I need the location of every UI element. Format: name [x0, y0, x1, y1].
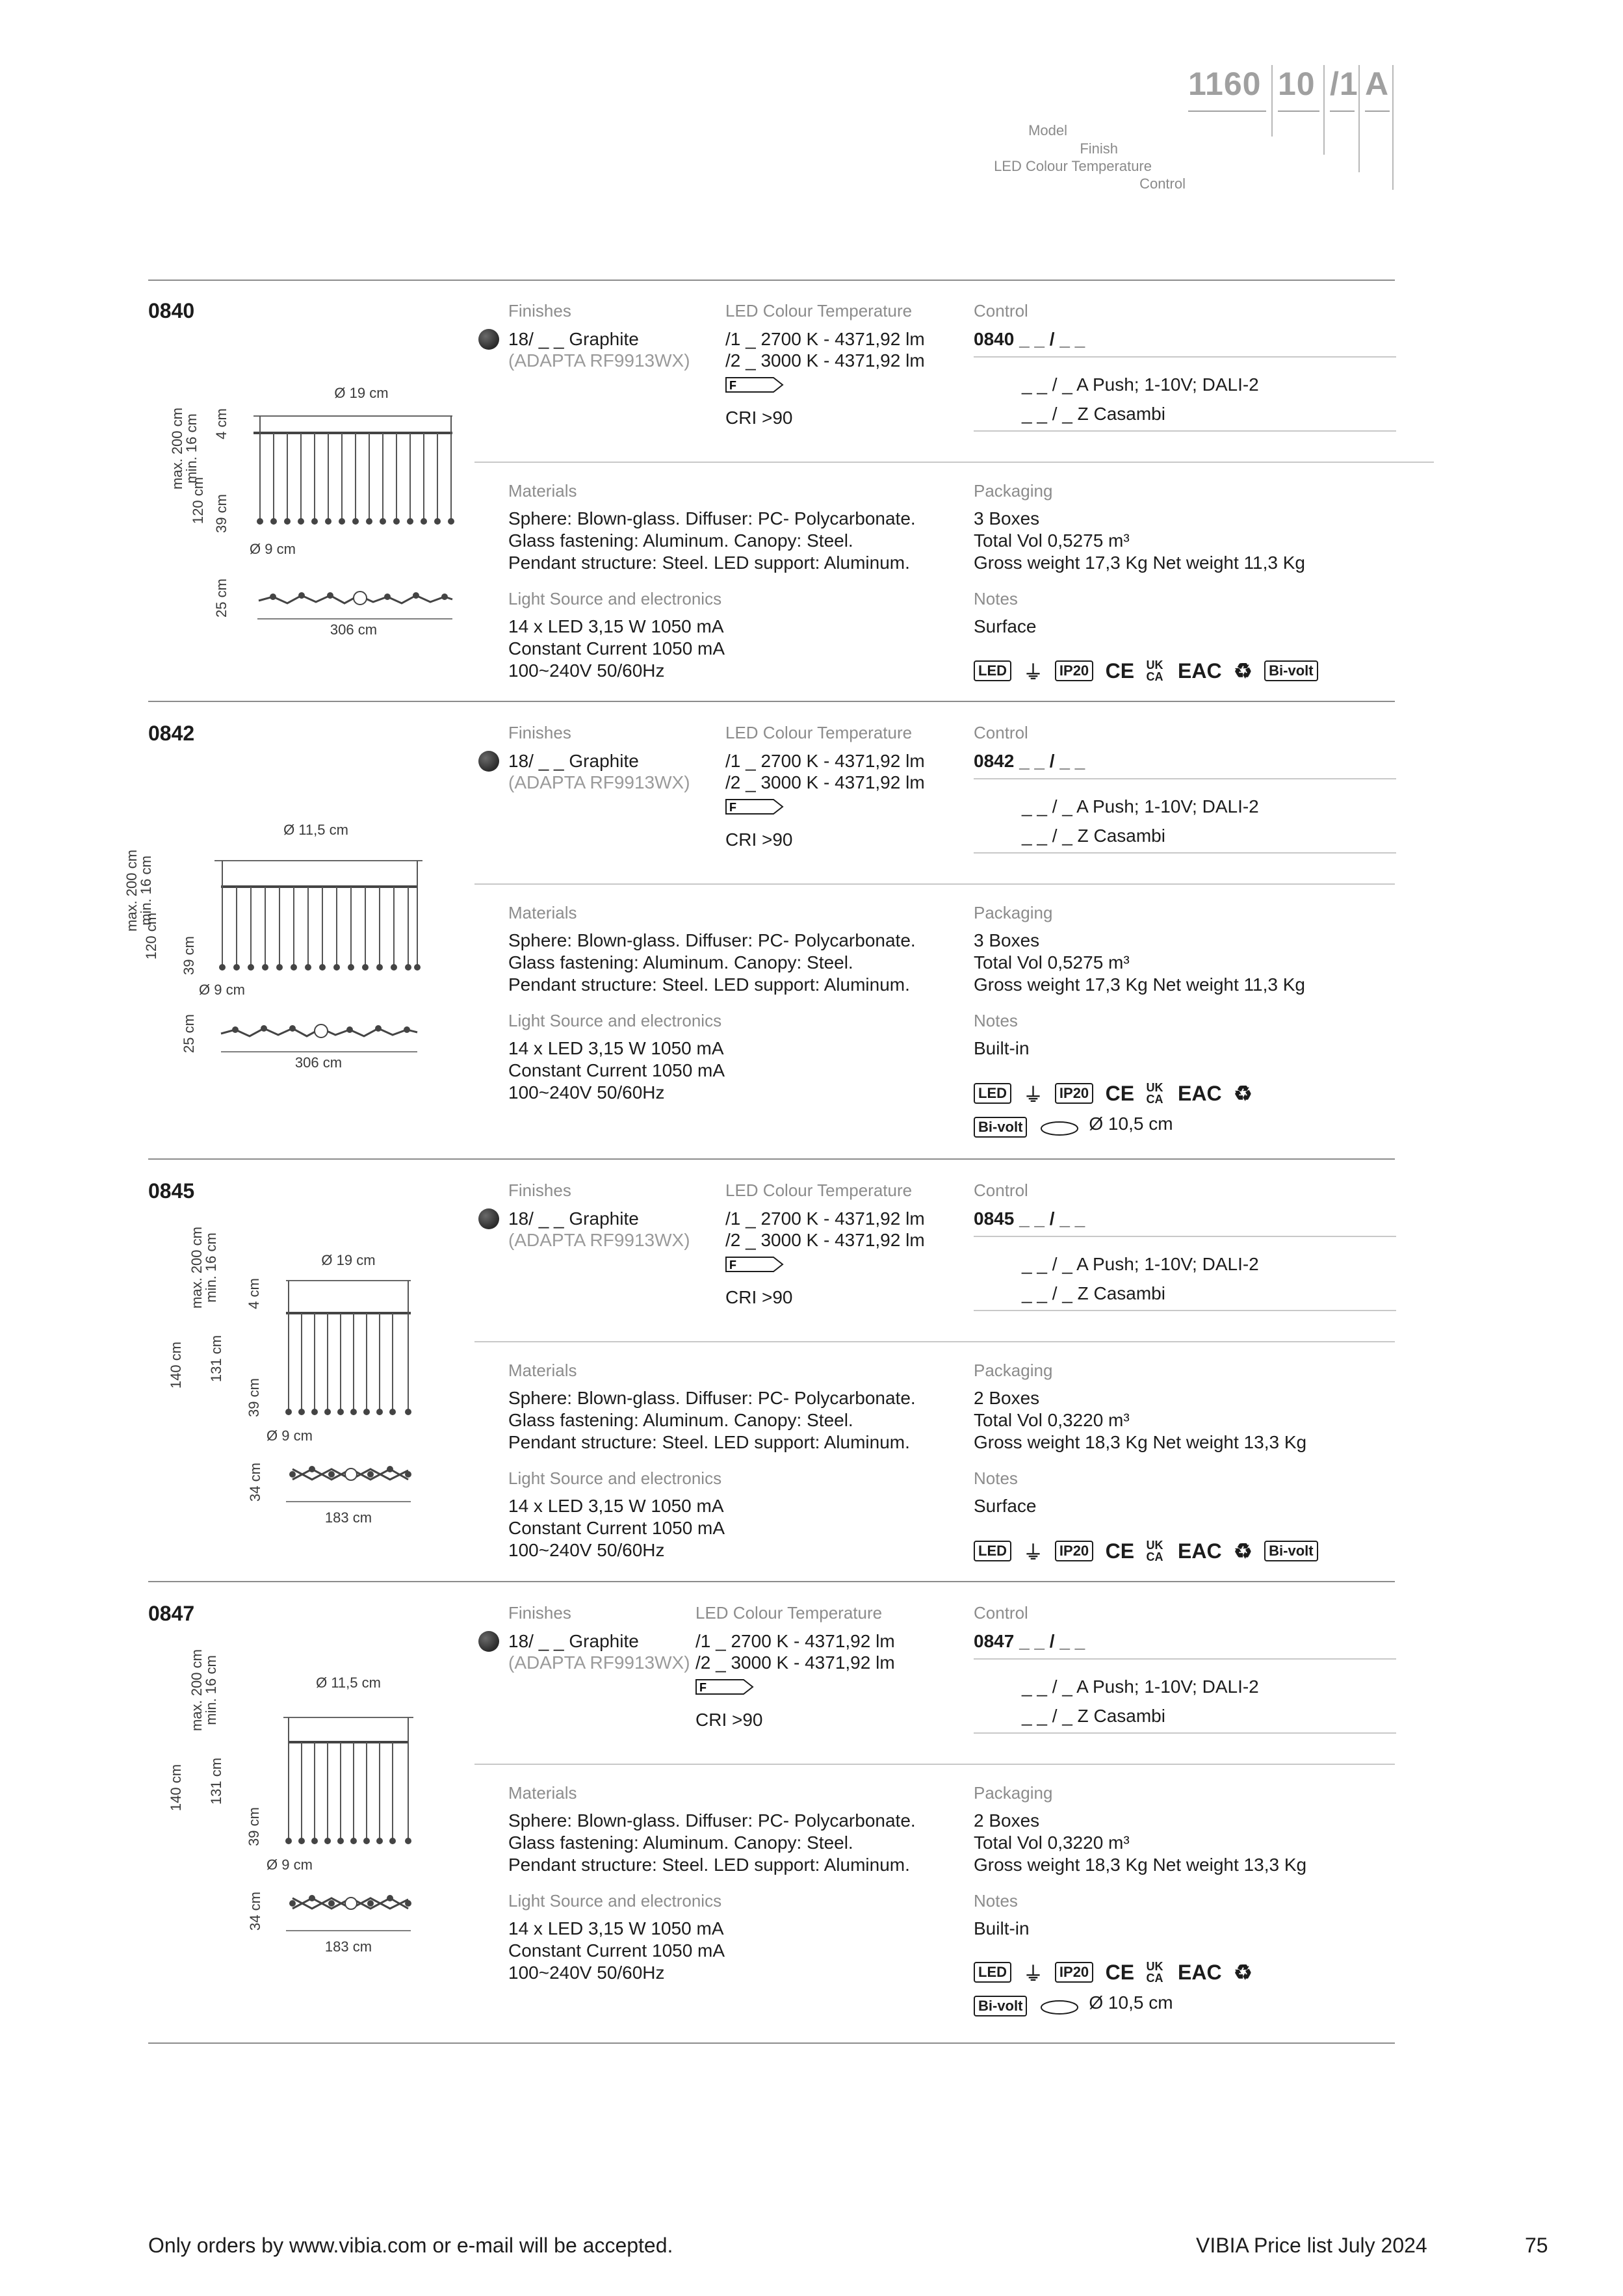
- temp-option-2: /2 _ 3000 K - 4371,92 lm: [725, 772, 925, 792]
- packaging-line: Total Vol 0,5275 m³: [974, 530, 1130, 551]
- cutout-row: [974, 1113, 1173, 1138]
- product-drawing: [156, 1645, 455, 1957]
- svg-text:39 cm: 39 cm: [181, 936, 197, 975]
- section-divider: [148, 280, 1395, 281]
- svg-text:183 cm: 183 cm: [324, 1509, 372, 1526]
- control-option-a: _ _ / _ A Push; 1-10V; DALI-2: [1022, 374, 1259, 395]
- ip20-badge: IP20: [1055, 1083, 1093, 1104]
- svg-text:min. 16 cm: min. 16 cm: [203, 1655, 219, 1725]
- bivolt-badge: Bi-volt: [974, 1996, 1027, 2016]
- energy-class-icon: [725, 1257, 784, 1272]
- temp-option-2: /2 _ 3000 K - 4371,92 lm: [695, 1652, 895, 1673]
- ukca-mark-icon: UK CA: [1146, 659, 1163, 683]
- svg-text:25 cm: 25 cm: [181, 1014, 197, 1053]
- led-badge: LED: [974, 1541, 1011, 1561]
- packaging-line: Total Vol 0,5275 m³: [974, 952, 1130, 972]
- ip20-badge: IP20: [1055, 1962, 1093, 1983]
- earth-ground-icon: ⏚: [1023, 1085, 1043, 1106]
- model-number: 0847: [148, 1602, 195, 1625]
- product-drawing: [156, 1222, 455, 1534]
- light-label: Light Source and electronics: [508, 1891, 722, 1911]
- section-divider: [148, 1158, 1395, 1160]
- led-badge: LED: [974, 1083, 1011, 1104]
- notes-label: Notes: [974, 589, 1018, 608]
- light-line: 14 x LED 3,15 W 1050 mA: [508, 1038, 724, 1058]
- material-line: Pendant structure: Steel. LED support: Aluminum.: [508, 553, 910, 573]
- material-line: Pendant structure: Steel. LED support: Aluminum.: [508, 1855, 910, 1875]
- bivolt-badge: Bi-volt: [1264, 660, 1318, 681]
- svg-text:Ø 9 cm: Ø 9 cm: [199, 982, 245, 998]
- label-finish: Finish: [1080, 140, 1118, 157]
- svg-text:max. 200 cm: max. 200 cm: [188, 1227, 205, 1309]
- page-number: 75: [1525, 2234, 1548, 2257]
- led-badge: LED: [974, 660, 1011, 681]
- ukca-mark-icon: UK CA: [1146, 1539, 1163, 1563]
- cri: CRI >90: [725, 829, 793, 850]
- packaging-line: 3 Boxes: [974, 930, 1040, 950]
- graphite-swatch: [478, 329, 499, 350]
- footer-brand: VIBIA Price list July 2024: [1196, 2234, 1427, 2257]
- material-line: Glass fastening: Aluminum. Canopy: Steel.: [508, 1410, 853, 1430]
- recycle-icon: ♻: [1234, 1082, 1253, 1105]
- dim-depth: 25 cm: [213, 579, 229, 618]
- temp-option-1: /1 _ 2700 K - 4371,92 lm: [725, 751, 925, 771]
- cutout-size: Ø 10,5 cm: [1089, 1114, 1173, 1134]
- model-number: 0842: [148, 722, 195, 745]
- cri: CRI >90: [695, 1710, 763, 1730]
- packaging-line: Gross weight 18,3 Kg Net weight 13,3 Kg: [974, 1432, 1307, 1452]
- control-option-a: _ _ / _ A Push; 1-10V; DALI-2: [1022, 796, 1259, 816]
- led-label: LED Colour Temperature: [725, 723, 913, 742]
- control-label: Control: [974, 1181, 1028, 1200]
- ce-mark-icon: CE: [1105, 1539, 1135, 1563]
- graphite-swatch: [478, 1208, 499, 1229]
- temp-option-2: /2 _ 3000 K - 4371,92 lm: [725, 350, 925, 371]
- ce-mark-icon: CE: [1105, 1081, 1135, 1105]
- packaging-line: 2 Boxes: [974, 1388, 1040, 1408]
- control-option-a: _ _ / _ A Push; 1-10V; DALI-2: [1022, 1254, 1259, 1274]
- label-control: Control: [1139, 176, 1186, 192]
- material-line: Glass fastening: Aluminum. Canopy: Steel.: [508, 952, 853, 972]
- svg-text:140 cm: 140 cm: [168, 1341, 184, 1389]
- section-divider: [148, 701, 1395, 702]
- code-model: 1160: [1188, 66, 1262, 102]
- dim-height: 120 cm: [190, 476, 206, 525]
- notes-value: Built-in: [974, 1918, 1030, 1938]
- packaging-line: 2 Boxes: [974, 1810, 1040, 1831]
- graphite-swatch: [478, 751, 499, 772]
- earth-ground-icon: ⏚: [1023, 1543, 1043, 1564]
- notes-value: Surface: [974, 616, 1037, 636]
- energy-class-icon: [695, 1679, 754, 1695]
- eac-mark-icon: EAC: [1177, 1960, 1222, 1984]
- notes-value: Built-in: [974, 1038, 1030, 1058]
- code-control: A: [1365, 66, 1390, 102]
- graphite-swatch: [478, 1631, 499, 1652]
- product-drawing: [156, 351, 481, 650]
- eac-mark-icon: EAC: [1177, 1081, 1222, 1105]
- bivolt-badge: Bi-volt: [1264, 1541, 1318, 1561]
- control-option-z: _ _ / _ Z Casambi: [1022, 1706, 1165, 1726]
- temp-option-1: /1 _ 2700 K - 4371,92 lm: [725, 1208, 925, 1229]
- svg-text:39 cm: 39 cm: [246, 1807, 262, 1846]
- ukca-mark-icon: UK CA: [1146, 1960, 1163, 1985]
- packaging-line: Gross weight 17,3 Kg Net weight 11,3 Kg: [974, 974, 1305, 995]
- bivolt-badge: Bi-volt: [974, 1117, 1027, 1138]
- notes-label: Notes: [974, 1011, 1018, 1030]
- ce-mark-icon: CE: [1105, 1960, 1135, 1984]
- cri: CRI >90: [725, 1287, 793, 1307]
- finishes-label: Finishes: [508, 723, 571, 742]
- packaging-line: Total Vol 0,3220 m³: [974, 1410, 1130, 1430]
- svg-text:min. 16 cm: min. 16 cm: [138, 855, 154, 926]
- cutout-icon: [1039, 1997, 1080, 2015]
- section-divider: [148, 1581, 1395, 1582]
- control-option-z: _ _ / _ Z Casambi: [1022, 404, 1165, 424]
- svg-text:Ø 19 cm: Ø 19 cm: [321, 1252, 376, 1268]
- material-line: Pendant structure: Steel. LED support: Aluminum.: [508, 1432, 910, 1452]
- label-model: Model: [1028, 122, 1067, 138]
- recycle-icon: ♻: [1234, 1539, 1253, 1563]
- svg-text:306 cm: 306 cm: [294, 1054, 343, 1071]
- dim-canopy-height: 4 cm: [213, 408, 229, 439]
- dim-pendant: 39 cm: [213, 494, 229, 533]
- packaging-label: Packaging: [974, 903, 1053, 922]
- svg-text:140 cm: 140 cm: [168, 1764, 184, 1812]
- svg-text:min. 16 cm: min. 16 cm: [203, 1233, 219, 1303]
- ce-mark-icon: CE: [1105, 659, 1135, 683]
- svg-text:Ø 9 cm: Ø 9 cm: [266, 1428, 313, 1444]
- svg-text:F: F: [699, 1681, 707, 1694]
- finishes-label: Finishes: [508, 1181, 571, 1200]
- svg-text:131 cm: 131 cm: [208, 1757, 224, 1805]
- led-label: LED Colour Temperature: [695, 1603, 883, 1623]
- material-line: Sphere: Blown-glass. Diffuser: PC- Polycarbonate.: [508, 1388, 916, 1408]
- certification-row: [974, 1958, 1262, 1987]
- finish-code: 18/ _ _ Graphite: [508, 1631, 639, 1651]
- light-line: 14 x LED 3,15 W 1050 mA: [508, 1496, 724, 1516]
- cutout-icon: [1039, 1118, 1080, 1136]
- finishes-label: Finishes: [508, 301, 571, 320]
- materials-label: Materials: [508, 903, 577, 922]
- dim-canopy: Ø 19 cm: [334, 385, 389, 401]
- material-line: Glass fastening: Aluminum. Canopy: Steel.: [508, 530, 853, 551]
- material-line: Pendant structure: Steel. LED support: Aluminum.: [508, 974, 910, 995]
- control-code: 0845 _ _ / _ _: [974, 1208, 1085, 1229]
- led-label: LED Colour Temperature: [725, 301, 913, 320]
- earth-ground-icon: ⏚: [1023, 1964, 1043, 1985]
- notes-label: Notes: [974, 1891, 1018, 1911]
- control-label: Control: [974, 723, 1028, 742]
- svg-text:131 cm: 131 cm: [208, 1335, 224, 1383]
- packaging-line: Gross weight 17,3 Kg Net weight 11,3 Kg: [974, 553, 1305, 573]
- led-label: LED Colour Temperature: [725, 1181, 913, 1200]
- materials-label: Materials: [508, 481, 577, 501]
- energy-class-icon: [725, 377, 784, 393]
- finish-ref: (ADAPTA RF9913WX): [508, 772, 690, 792]
- packaging-label: Packaging: [974, 1361, 1053, 1380]
- svg-text:F: F: [729, 379, 736, 392]
- temp-option-2: /2 _ 3000 K - 4371,92 lm: [725, 1230, 925, 1250]
- svg-text:183 cm: 183 cm: [324, 1938, 372, 1955]
- control-option-z: _ _ / _ Z Casambi: [1022, 1283, 1165, 1303]
- eac-mark-icon: EAC: [1177, 659, 1222, 683]
- finish-ref: (ADAPTA RF9913WX): [508, 1230, 690, 1250]
- light-line: Constant Current 1050 mA: [508, 1940, 725, 1961]
- cutout-row: [974, 1992, 1173, 2016]
- footer-notice: Only orders by www.vibia.com or e-mail will be accepted.: [148, 2234, 673, 2257]
- svg-text:34 cm: 34 cm: [247, 1463, 263, 1502]
- material-line: Glass fastening: Aluminum. Canopy: Steel.: [508, 1833, 853, 1853]
- ip20-badge: IP20: [1055, 1541, 1093, 1561]
- packaging-line: Gross weight 18,3 Kg Net weight 13,3 Kg: [974, 1855, 1307, 1875]
- svg-text:4 cm: 4 cm: [246, 1278, 262, 1309]
- packaging-line: 3 Boxes: [974, 508, 1040, 528]
- eac-mark-icon: EAC: [1177, 1539, 1222, 1563]
- certification-row: [974, 657, 1327, 685]
- finish-code: 18/ _ _ Graphite: [508, 1208, 639, 1229]
- light-line: 100~240V 50/60Hz: [508, 660, 665, 681]
- packaging-line: Total Vol 0,3220 m³: [974, 1833, 1130, 1853]
- ukca-mark-icon: UK CA: [1146, 1081, 1163, 1106]
- earth-ground-icon: ⏚: [1023, 662, 1043, 684]
- control-label: Control: [974, 1603, 1028, 1623]
- light-line: Constant Current 1050 mA: [508, 638, 725, 659]
- cutout-size: Ø 10,5 cm: [1089, 1992, 1173, 2013]
- temp-option-1: /1 _ 2700 K - 4371,92 lm: [725, 329, 925, 349]
- dim-width: 306 cm: [330, 621, 378, 638]
- light-label: Light Source and electronics: [508, 1468, 722, 1488]
- control-code: 0847 _ _ / _ _: [974, 1631, 1085, 1651]
- light-label: Light Source and electronics: [508, 589, 722, 608]
- material-line: Sphere: Blown-glass. Diffuser: PC- Polycarbonate.: [508, 930, 916, 950]
- light-line: Constant Current 1050 mA: [508, 1518, 725, 1538]
- dim-sphere: Ø 9 cm: [250, 541, 296, 557]
- control-code: 0842 _ _ / _ _: [974, 751, 1085, 771]
- finishes-label: Finishes: [508, 1603, 571, 1623]
- finish-code: 18/ _ _ Graphite: [508, 751, 639, 771]
- light-line: 100~240V 50/60Hz: [508, 1082, 665, 1102]
- material-line: Sphere: Blown-glass. Diffuser: PC- Polycarbonate.: [508, 1810, 916, 1831]
- svg-text:max. 200 cm: max. 200 cm: [188, 1649, 205, 1731]
- svg-text:39 cm: 39 cm: [246, 1378, 262, 1417]
- model-number: 0840: [148, 299, 195, 322]
- control-option-z: _ _ / _ Z Casambi: [1022, 826, 1165, 846]
- notes-label: Notes: [974, 1468, 1018, 1488]
- energy-class-icon: [725, 799, 784, 815]
- control-option-a: _ _ / _ A Push; 1-10V; DALI-2: [1022, 1676, 1259, 1697]
- light-label: Light Source and electronics: [508, 1011, 722, 1030]
- packaging-label: Packaging: [974, 481, 1053, 501]
- svg-text:max. 200 cm: max. 200 cm: [123, 850, 140, 932]
- temp-option-1: /1 _ 2700 K - 4371,92 lm: [695, 1631, 895, 1651]
- control-label: Control: [974, 301, 1028, 320]
- svg-text:F: F: [729, 801, 736, 814]
- cri: CRI >90: [725, 408, 793, 428]
- light-line: 14 x LED 3,15 W 1050 mA: [508, 616, 724, 636]
- light-line: 100~240V 50/60Hz: [508, 1963, 665, 1983]
- finish-ref: (ADAPTA RF9913WX): [508, 350, 690, 371]
- finish-ref: (ADAPTA RF9913WX): [508, 1652, 690, 1673]
- led-badge: LED: [974, 1962, 1011, 1983]
- ip20-badge: IP20: [1055, 660, 1093, 681]
- certification-row: [974, 1537, 1327, 1565]
- svg-text:120 cm: 120 cm: [143, 912, 159, 960]
- svg-text:Ø 9 cm: Ø 9 cm: [266, 1857, 313, 1873]
- code-finish: 10: [1278, 66, 1316, 102]
- svg-text:F: F: [729, 1259, 736, 1272]
- finish-code: 18/ _ _ Graphite: [508, 329, 639, 349]
- svg-text:Ø 11,5 cm: Ø 11,5 cm: [316, 1675, 381, 1691]
- packaging-label: Packaging: [974, 1783, 1053, 1803]
- notes-value: Surface: [974, 1496, 1037, 1516]
- recycle-icon: ♻: [1234, 659, 1253, 683]
- recycle-icon: ♻: [1234, 1961, 1253, 1984]
- control-code: 0840 _ _ / _ _: [974, 329, 1085, 349]
- materials-label: Materials: [508, 1361, 577, 1380]
- dim-max: max. 200 cm: [169, 408, 185, 489]
- svg-text:34 cm: 34 cm: [247, 1892, 263, 1931]
- svg-text:Ø 11,5 cm: Ø 11,5 cm: [283, 822, 348, 838]
- model-number: 0845: [148, 1179, 195, 1203]
- material-line: Sphere: Blown-glass. Diffuser: PC- Polycarbonate.: [508, 508, 916, 528]
- light-line: 100~240V 50/60Hz: [508, 1540, 665, 1560]
- section-divider: [148, 2042, 1395, 2044]
- certification-row: [974, 1079, 1262, 1108]
- product-drawing: [123, 800, 448, 1086]
- dim-min: min. 16 cm: [183, 413, 200, 484]
- code-led-temp: /1: [1330, 66, 1358, 102]
- light-line: 14 x LED 3,15 W 1050 mA: [508, 1918, 724, 1938]
- light-line: Constant Current 1050 mA: [508, 1060, 725, 1080]
- label-led-temp: LED Colour Temperature: [994, 158, 1152, 174]
- materials-label: Materials: [508, 1783, 577, 1803]
